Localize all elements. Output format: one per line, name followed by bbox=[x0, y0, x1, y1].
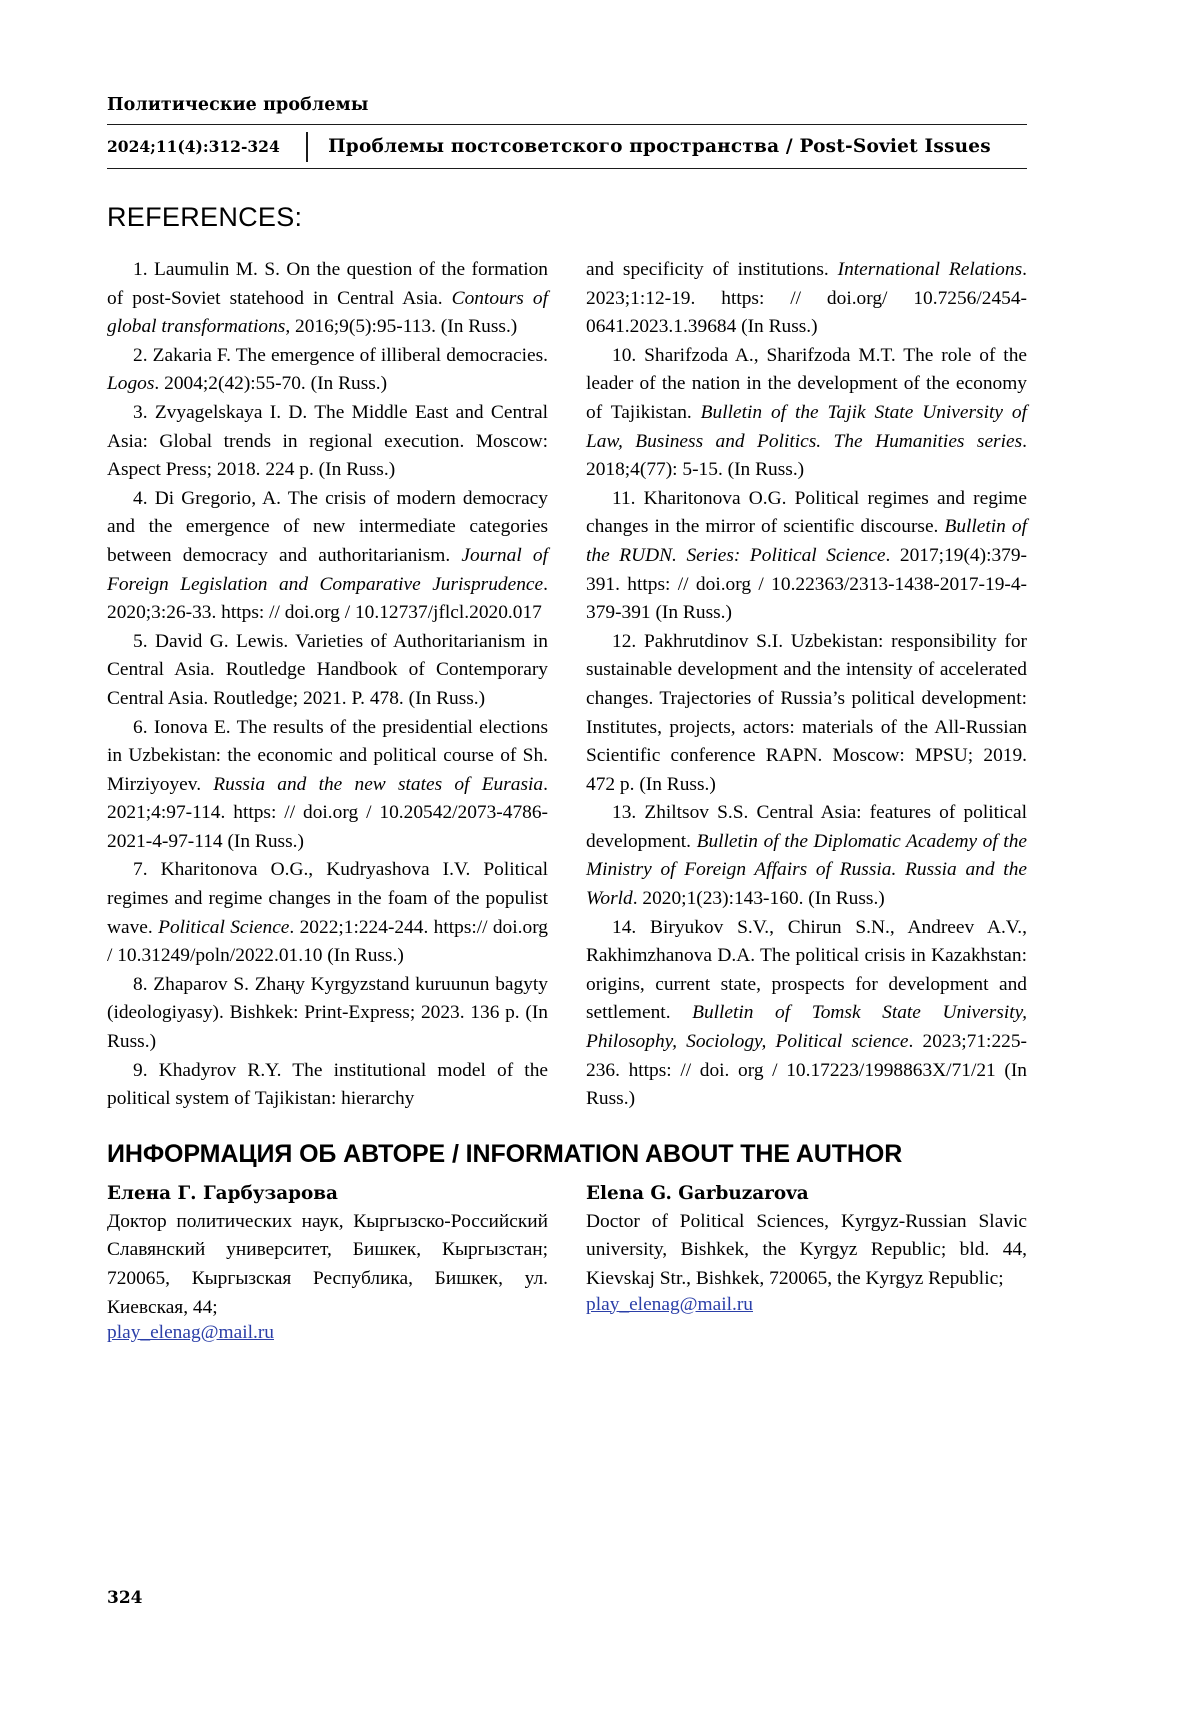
running-head-journal: Проблемы постсоветского пространства / Post-Soviet Issues bbox=[328, 136, 991, 157]
page-content bbox=[107, 95, 1027, 1344]
reference-item-continuation: and specificity of institutions. International Relations. 2023;1:12-19. https: // doi.org/ 10.7256/2454-0641.2023.1.39684 (In Russ.) bbox=[586, 259, 1027, 338]
reference-item: 5. David G. Lewis. Varieties of Authoritarianism in Central Asia. Routledge Handbook of Contemporary Central Asia. Routledge; 2021. P. 478. (In Russ.) bbox=[107, 630, 548, 709]
author-email-en[interactable]: play_elenag@mail.ru bbox=[586, 1293, 753, 1315]
author-info-heading: ИНФОРМАЦИЯ ОБ АВТОРЕ / INFORMATION ABOUT THE AUTHOR bbox=[107, 1139, 903, 1168]
author-info-columns bbox=[107, 1183, 1027, 1344]
running-head-section: Политические проблемы bbox=[107, 95, 369, 115]
author-info-russian bbox=[107, 1183, 548, 1344]
reference-item: 10. Sharifzoda A., Sharifzoda M.T. The role of the leader of the nation in the development of the economy of Tajikistan. Bulletin of the Tajik State University of Law, Business and Politics. The Humanities series. 2018;4(77): 5-15. (In Russ.) bbox=[586, 344, 1027, 481]
reference-item: 11. Kharitonova O.G. Political regimes and regime changes in the mirror of scientific discourse. Bulletin of the RUDN. Series: Political Science. 2017;19(4):379-391. https: // doi.org / 10.22363/2313-1438-2017-19-4-379-391 (In Russ.) bbox=[586, 487, 1027, 624]
author-affiliation-en: Doctor of Political Sciences, Kyrgyz-Russian Slavic university, Bishkek, the Kyrgyz Republic; bld. 44, Kievskaj Str., Bishkek, 720065, the Kyrgyz Republic; bbox=[586, 1210, 1027, 1289]
references-heading: REFERENCES: bbox=[107, 202, 303, 232]
reference-item: 12. Pakhrutdinov S.I. Uzbekistan: responsibility for sustainable development and the intensity of accelerated changes. Trajectories of Russia’s political development: Institutes, projects, actors: materials of the All-Russian Scientific conference RAPN. Moscow: MPSU; 2019. 472 p. (In Russ.) bbox=[586, 630, 1027, 795]
running-head-row bbox=[107, 125, 1027, 168]
reference-item: 4. Di Gregorio, A. The crisis of modern democracy and the emergence of new intermediate categories between democracy and authoritarianism. Journal of Foreign Legislation and Comparative Jurisprudence. 2020;3:26-33. https: // doi.org / 10.12737/jflcl.2020.017 bbox=[107, 487, 548, 624]
running-head bbox=[107, 95, 1027, 169]
author-affiliation-ru: Доктор политических наук, Кыргызско-Российский Славянский университет, Бишкек, Кыргызстан; 720065, Кыргызская Республика, Бишкек, ул. Киевская, 44; bbox=[107, 1210, 548, 1318]
page-number: 324 bbox=[107, 1588, 143, 1608]
reference-item: 7. Kharitonova O.G., Kudryashova I.V. Political regimes and regime changes in the foam of the populist wave. Political Science. 2022;1:224-244. https:// doi.org / 10.31249/poln/2022.01.10 (In Russ.) bbox=[107, 859, 548, 967]
reference-item: 2. Zakaria F. The emergence of illiberal democracies. Logos. 2004;2(42):55-70. (In Russ.) bbox=[107, 344, 548, 395]
reference-item: 9. Khadyrov R.Y. The institutional model of the political system of Tajikistan: hierarchy bbox=[107, 1059, 548, 1110]
author-info-english bbox=[586, 1183, 1027, 1344]
reference-item: 1. Laumulin M. S. On the question of the formation of post-Soviet statehood in Central Asia. Contours of global transformations, 2016;9(5):95-113. (In Russ.) bbox=[107, 259, 548, 338]
reference-item: 6. Ionova E. The results of the presidential elections in Uzbekistan: the economic and political course of Sh. Mirziyoyev. Russia and the new states of Eurasia. 2021;4:97-114. https: // doi.org / 10.20542/2073-4786-2021-4-97-114 (In Russ.) bbox=[107, 716, 548, 852]
reference-item: 8. Zhaparov S. Zhaңy Kyrgyzstand kuruunun bagyty (ideologiyasy). Bishkek: Print-Express; 2023. 136 p. (In Russ.) bbox=[107, 973, 548, 1053]
author-name-ru: Елена Г. Гарбузарова bbox=[107, 1182, 338, 1204]
author-email-ru[interactable]: play_elenag@mail.ru bbox=[107, 1322, 274, 1344]
author-name-en: Elena G. Garbuzarova bbox=[586, 1182, 809, 1204]
references-column-right bbox=[586, 256, 1027, 1114]
references-columns bbox=[107, 256, 1027, 1114]
reference-item: 13. Zhiltsov S.S. Central Asia: features of political development. Bulletin of the Diplomatic Academy of the Ministry of Foreign Affairs of Russia. Russia and the World. 2020;1(23):143-160. (In Russ.) bbox=[586, 802, 1027, 910]
reference-item: 3. Zvyagelskaya I. D. The Middle East and Central Asia: Global trends in regional execution. Moscow: Aspect Press; 2018. 224 p. (In Russ.) bbox=[107, 401, 548, 481]
running-head-rule-bottom bbox=[107, 168, 1027, 169]
running-head-divider bbox=[306, 132, 308, 162]
running-head-pages: 2024;11(4):312-324 bbox=[107, 137, 280, 156]
reference-item: 14. Biryukov S.V., Chirun S.N., Andreev A.V., Rakhimzhanova D.A. The political crisis in Kazakhstan: origins, current state, prospects for development and settlement. Bulletin of Tomsk State University, Philosophy, Sociology, Political science. 2023;71:225-236. https: // doi. org / 10.17223/1998863X/71/21 (In Russ.) bbox=[586, 916, 1027, 1110]
references-column-left bbox=[107, 256, 548, 1114]
